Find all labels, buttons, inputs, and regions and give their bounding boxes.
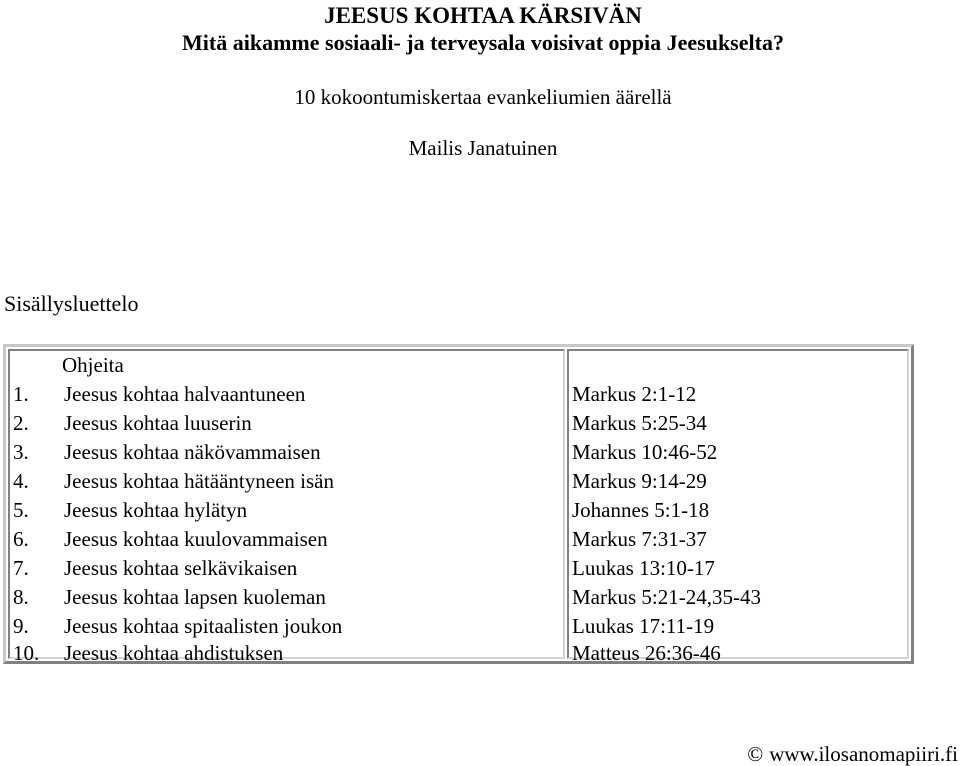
copyright-icon: © [747, 742, 764, 766]
toc-item-reference: Markus 9:14-29 [572, 469, 707, 493]
toc-item-reference: Markus 2:1-12 [572, 382, 697, 406]
toc-item-number: 10. [13, 641, 40, 665]
toc-item-title: Jeesus kohtaa näkövammaisen [64, 440, 321, 464]
document-subtitle-question: Mitä aikamme sosiaali- ja terveysala voisivat oppia Jeesukselta? [182, 30, 784, 55]
toc-titles-column [8, 349, 565, 665]
document-title: JEESUS KOHTAA KÄRSIVÄN [324, 3, 642, 28]
toc-item-reference: Luukas 17:11-19 [572, 614, 715, 638]
toc-item-title: Jeesus kohtaa kuulovammaisen [64, 527, 328, 551]
document-subtitle: 10 kokoontumiskertaa evankeliumien äärellä [294, 85, 672, 109]
toc-item-reference: Johannes 5:1-18 [572, 498, 710, 522]
toc-item-reference: Matteus 26:36-46 [572, 641, 721, 665]
toc-item-title: Jeesus kohtaa hätääntyneen isän [64, 469, 334, 493]
toc-references-column [567, 349, 909, 665]
footer [747, 742, 958, 766]
document-author: Mailis Janatuinen [408, 136, 558, 160]
toc-item-number: 8. [13, 585, 29, 609]
toc-item-number: 7. [13, 556, 29, 580]
toc-item-number: 1. [13, 382, 29, 406]
toc-item-title: Jeesus kohtaa spitaalisten joukon [64, 614, 343, 638]
toc-item-number: 6. [13, 527, 29, 551]
toc-intro-label: Ohjeita [62, 353, 124, 377]
toc-item-reference: Markus 10:46-52 [572, 440, 718, 464]
toc-item-reference: Luukas 13:10-17 [572, 556, 715, 580]
toc-item-number: 9. [13, 614, 29, 638]
toc-item-reference: Markus 5:25-34 [572, 411, 707, 435]
toc-item-reference: Markus 7:31-37 [572, 527, 707, 551]
toc-item-title: Jeesus kohtaa hylätyn [64, 498, 248, 522]
toc-item-number: 5. [13, 498, 29, 522]
toc-table [3, 344, 914, 664]
toc-item-number: 3. [13, 440, 29, 464]
toc-item-title: Jeesus kohtaa halvaantuneen [64, 382, 306, 406]
toc-item-number: 4. [13, 469, 29, 493]
toc-item-title: Jeesus kohtaa selkävikaisen [64, 556, 298, 580]
website-link[interactable]: www.ilosanomapiiri.fi [769, 742, 958, 766]
toc-item-title: Jeesus kohtaa ahdistuksen [64, 641, 284, 665]
toc-item-title: Jeesus kohtaa luuserin [64, 411, 252, 435]
toc-heading: Sisällysluettelo [4, 291, 139, 316]
toc-item-title: Jeesus kohtaa lapsen kuoleman [64, 585, 326, 609]
toc-item-reference: Markus 5:21-24,35-43 [572, 585, 761, 609]
toc-item-number: 2. [13, 411, 29, 435]
